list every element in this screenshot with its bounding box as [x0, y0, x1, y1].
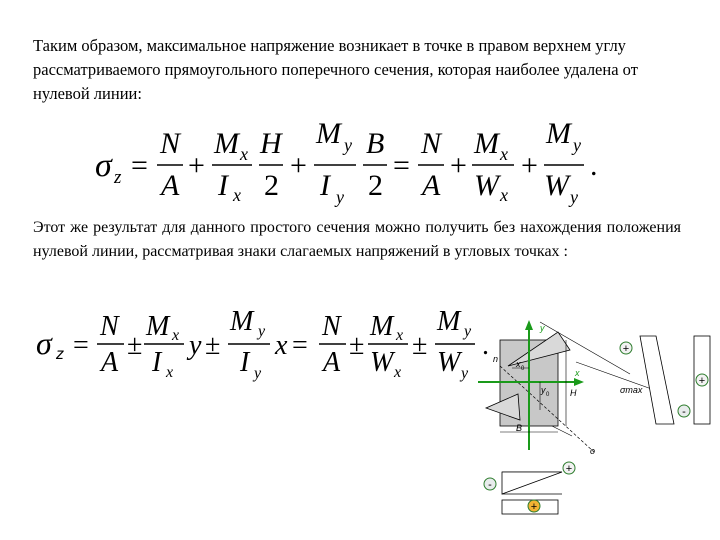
label-y0-sub: 0 [546, 392, 550, 398]
f1-My2-sub: y [573, 135, 581, 155]
label-x0-sub: 0 [521, 366, 525, 372]
f2-Mx2: M [370, 311, 394, 342]
f1-Mx: M [214, 127, 239, 160]
f1-two-1: 2 [264, 169, 279, 202]
f2-Mx-sub: x [172, 327, 180, 344]
f1-N: N [160, 127, 181, 160]
f2-Mx2-sub: x [396, 327, 404, 344]
svg-text:-: - [682, 406, 686, 418]
f2-A: A [101, 347, 119, 378]
f2-Wx-sub: x [394, 364, 402, 381]
f2-dot: . [482, 330, 489, 361]
f1-A2: A [422, 169, 441, 202]
f1-sigma: σ [95, 147, 112, 184]
label-x: x [575, 368, 580, 378]
f2-x-var: x [275, 330, 288, 361]
paragraph-1: Таким образом, максимальное напряжение возникает в точке в правом верхнем углу рассматриваемого прямоугольного поперечного сечения, которая наиболее удалена от нулевой линии: [33, 36, 638, 103]
f1-Wx-sub: x [500, 185, 508, 205]
f1-eq-1: = [131, 149, 148, 182]
bottom-diagram-triangle [502, 472, 562, 494]
f2-eq-1: = [73, 330, 89, 361]
f1-B: B [366, 127, 385, 160]
f2-A2: A [323, 347, 341, 378]
f2-My: M [230, 306, 254, 337]
f1-sub-z: z [114, 167, 122, 188]
f1-My: M [316, 117, 341, 150]
svg-text:+: + [565, 463, 573, 475]
label-H: H [570, 388, 577, 398]
label-x0: x [516, 359, 521, 369]
label-o: o [590, 446, 596, 456]
f2-Mx: M [146, 311, 170, 342]
f1-Iy-sub: y [336, 187, 344, 207]
f1-A: A [161, 169, 180, 202]
f1-Ix: I [218, 169, 228, 202]
f1-Ix-sub: x [233, 185, 241, 205]
f1-H: H [260, 127, 282, 160]
f1-Iy: I [320, 169, 330, 202]
y-axis-arrow [525, 320, 533, 330]
f1-plus-1: + [188, 149, 205, 182]
label-y0: y [541, 385, 546, 395]
f2-eq-2: = [292, 330, 308, 361]
f1-Wy: W [544, 169, 569, 202]
f1-eq-2: = [393, 149, 410, 182]
label-sigma-max: σmax [620, 385, 643, 395]
f2-pm-3: ± [349, 330, 365, 361]
label-n: n [493, 354, 499, 364]
x-axis-arrow [574, 378, 584, 386]
f1-N2: N [421, 127, 442, 160]
f2-Ix-sub: x [166, 364, 174, 381]
f2-N2: N [322, 311, 341, 342]
f2-Iy-sub: y [254, 365, 262, 382]
f1-Mx2: M [474, 127, 499, 160]
f2-Wx: W [370, 347, 394, 378]
plus-sign-bottom [563, 462, 575, 475]
svg-text:+: + [698, 375, 706, 387]
f1-plus-4: + [521, 149, 538, 182]
projection-line-lower [552, 426, 572, 436]
f2-My2: M [437, 306, 461, 337]
f1-Mx-sub: x [240, 144, 248, 164]
minus-sign-bottom [484, 478, 496, 491]
f2-Wy-sub: y [461, 365, 469, 382]
f2-sigma: σ [36, 325, 52, 361]
svg-text:+: + [622, 343, 630, 355]
f1-Wx: W [474, 169, 499, 202]
f1-plus-2: + [290, 149, 307, 182]
f2-y-var: y [189, 330, 202, 361]
f2-My-sub: y [258, 323, 266, 340]
f2-N: N [100, 311, 119, 342]
svg-text:-: - [488, 479, 492, 491]
f1-two-2: 2 [368, 169, 383, 202]
f2-pm-1: ± [127, 330, 143, 361]
stress-diagram-right [640, 336, 674, 424]
f2-Iy: I [240, 347, 250, 378]
f2-sub-z: z [56, 346, 64, 363]
paragraph-2: Этот же результат для данного простого сечения можно получить без нахождения положения нулевой линии, рассматривая знаки слагаемых напряжений в угловых точках : [33, 219, 681, 260]
f2-Ix: I [152, 347, 162, 378]
f1-My-sub: y [344, 135, 352, 155]
f2-My2-sub: y [464, 323, 472, 340]
f1-dot: . [590, 149, 598, 182]
f2-pm-4: ± [412, 330, 428, 361]
svg-text:+: + [530, 501, 538, 513]
plus-sign-top [620, 342, 632, 355]
f1-Mx2-sub: x [500, 144, 508, 164]
label-y: y [540, 323, 545, 333]
f2-pm-2: ± [205, 330, 221, 361]
f1-My2: M [546, 117, 571, 150]
f1-Wy-sub: y [570, 187, 578, 207]
f1-plus-3: + [450, 149, 467, 182]
f2-Wy: W [437, 347, 461, 378]
minus-sign-right [678, 405, 690, 418]
label-B: B [516, 423, 523, 433]
